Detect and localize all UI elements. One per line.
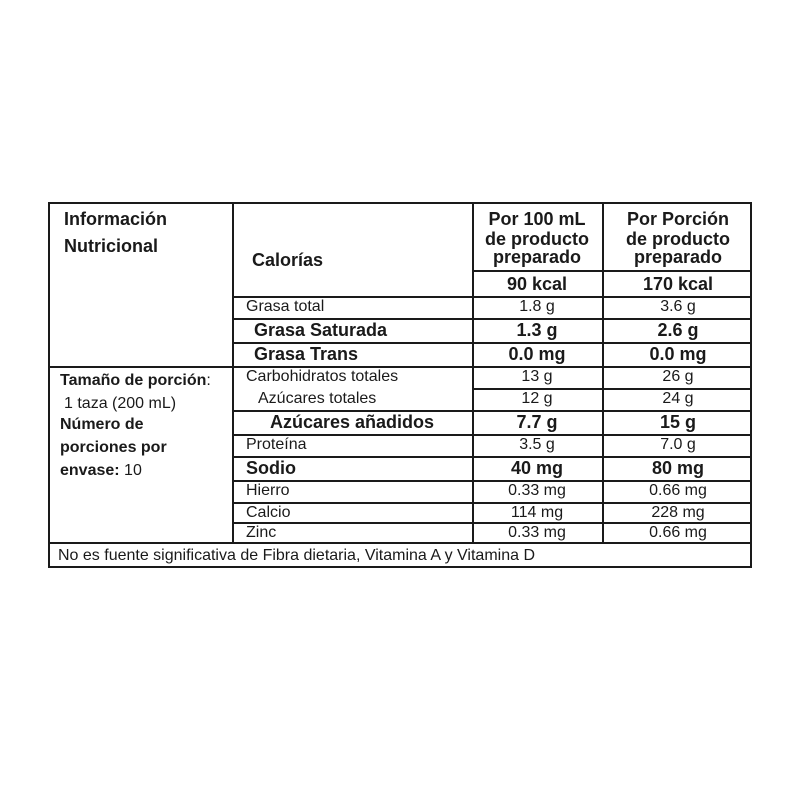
nutrient-label-azucares-anadidos: Azúcares añadidos bbox=[270, 412, 435, 432]
nutrient-label-grasa-saturada: Grasa Saturada bbox=[254, 320, 388, 340]
serving-size-label bbox=[60, 373, 211, 389]
nutrient-per100-azucares-anadidos: 7.7 g bbox=[516, 412, 558, 432]
nutrient-portion-proteina: 7.0 g bbox=[660, 436, 696, 453]
nutrient-per100-grasa-total: 1.8 g bbox=[519, 298, 555, 315]
nutrient-label-grasa-total: Grasa total bbox=[246, 298, 325, 315]
divider-azucares-totales bbox=[472, 388, 752, 390]
column-header-per100-line1: Por 100 mL bbox=[488, 209, 586, 229]
divider-column-2 bbox=[602, 204, 604, 542]
nutrient-per100-grasa-saturada: 1.3 g bbox=[516, 320, 558, 340]
calorias-label: Calorías bbox=[252, 250, 324, 270]
nutrient-per100-hierro: 0.33 mg bbox=[508, 482, 566, 499]
divider-column-1 bbox=[472, 204, 474, 542]
servings-count-line1: Número de bbox=[60, 416, 144, 433]
serving-size-value: 1 taza (200 mL) bbox=[64, 395, 177, 412]
nutrient-label-azucares-totales: Azúcares totales bbox=[258, 390, 377, 407]
nutrient-per100-calcio: 114 mg bbox=[510, 504, 564, 521]
nutrient-label-proteina: Proteína bbox=[246, 436, 307, 453]
divider-header bbox=[472, 270, 752, 272]
nutrient-label-sodio: Sodio bbox=[246, 458, 296, 478]
nutrient-label-zinc: Zinc bbox=[246, 524, 277, 541]
serving-size-label-text: Tamaño de porción bbox=[60, 372, 207, 389]
nutrient-per100-carbohidratos: 13 g bbox=[521, 368, 553, 385]
divider-left-column bbox=[232, 204, 234, 542]
nutrient-portion-sodio: 80 mg bbox=[651, 458, 705, 478]
nutrient-portion-zinc: 0.66 mg bbox=[649, 524, 707, 541]
calories-per100: 90 kcal bbox=[506, 274, 568, 294]
nutrient-per100-proteina: 3.5 g bbox=[519, 436, 555, 453]
nutrient-portion-grasa-saturada: 2.6 g bbox=[657, 320, 699, 340]
servings-count-value: 10 bbox=[124, 462, 142, 479]
nutrient-per100-azucares-totales: 12 g bbox=[521, 390, 553, 407]
nutrient-portion-grasa-total: 3.6 g bbox=[660, 298, 696, 315]
nutrient-label-calcio: Calcio bbox=[246, 504, 291, 521]
nutrient-portion-calcio: 228 mg bbox=[651, 504, 705, 521]
servings-count-line2: porciones por bbox=[60, 439, 167, 456]
nutrient-label-hierro: Hierro bbox=[246, 482, 290, 499]
nutrient-label-carbohidratos: Carbohidratos totales bbox=[246, 368, 399, 385]
column-header-portion-line1: Por Porción bbox=[626, 209, 730, 229]
nutrition-facts-table bbox=[48, 202, 752, 568]
table-title-line2: Nutricional bbox=[64, 236, 159, 256]
servings-count-line3 bbox=[60, 463, 142, 479]
column-header-per100-line3: preparado bbox=[492, 247, 582, 267]
nutrient-per100-sodio: 40 mg bbox=[510, 458, 564, 478]
column-header-per100-line2: de producto bbox=[485, 229, 589, 249]
nutrient-label-grasa-trans: Grasa Trans bbox=[254, 344, 359, 364]
nutrient-portion-carbohidratos: 26 g bbox=[662, 368, 694, 385]
servings-count-label: envase: bbox=[60, 462, 120, 479]
footer-note: No es fuente significativa de Fibra dietaria, Vitamina A y Vitamina D bbox=[58, 547, 535, 564]
divider-grasa-trans bbox=[50, 366, 752, 368]
nutrient-per100-grasa-trans: 0.0 mg bbox=[508, 344, 566, 364]
nutrient-per100-zinc: 0.33 mg bbox=[508, 524, 566, 541]
nutrient-portion-azucares-totales: 24 g bbox=[662, 390, 694, 407]
nutrient-portion-grasa-trans: 0.0 mg bbox=[649, 344, 707, 364]
table-title-line1: Información bbox=[64, 209, 168, 229]
serving-size-colon: : bbox=[206, 372, 211, 389]
column-header-portion-line3: preparado bbox=[633, 247, 723, 267]
calories-per-portion: 170 kcal bbox=[642, 274, 714, 294]
nutrient-portion-hierro: 0.66 mg bbox=[649, 482, 707, 499]
nutrient-portion-azucares-anadidos: 15 g bbox=[659, 412, 697, 432]
column-header-portion-line2: de producto bbox=[626, 229, 730, 249]
divider-footer bbox=[50, 542, 752, 544]
